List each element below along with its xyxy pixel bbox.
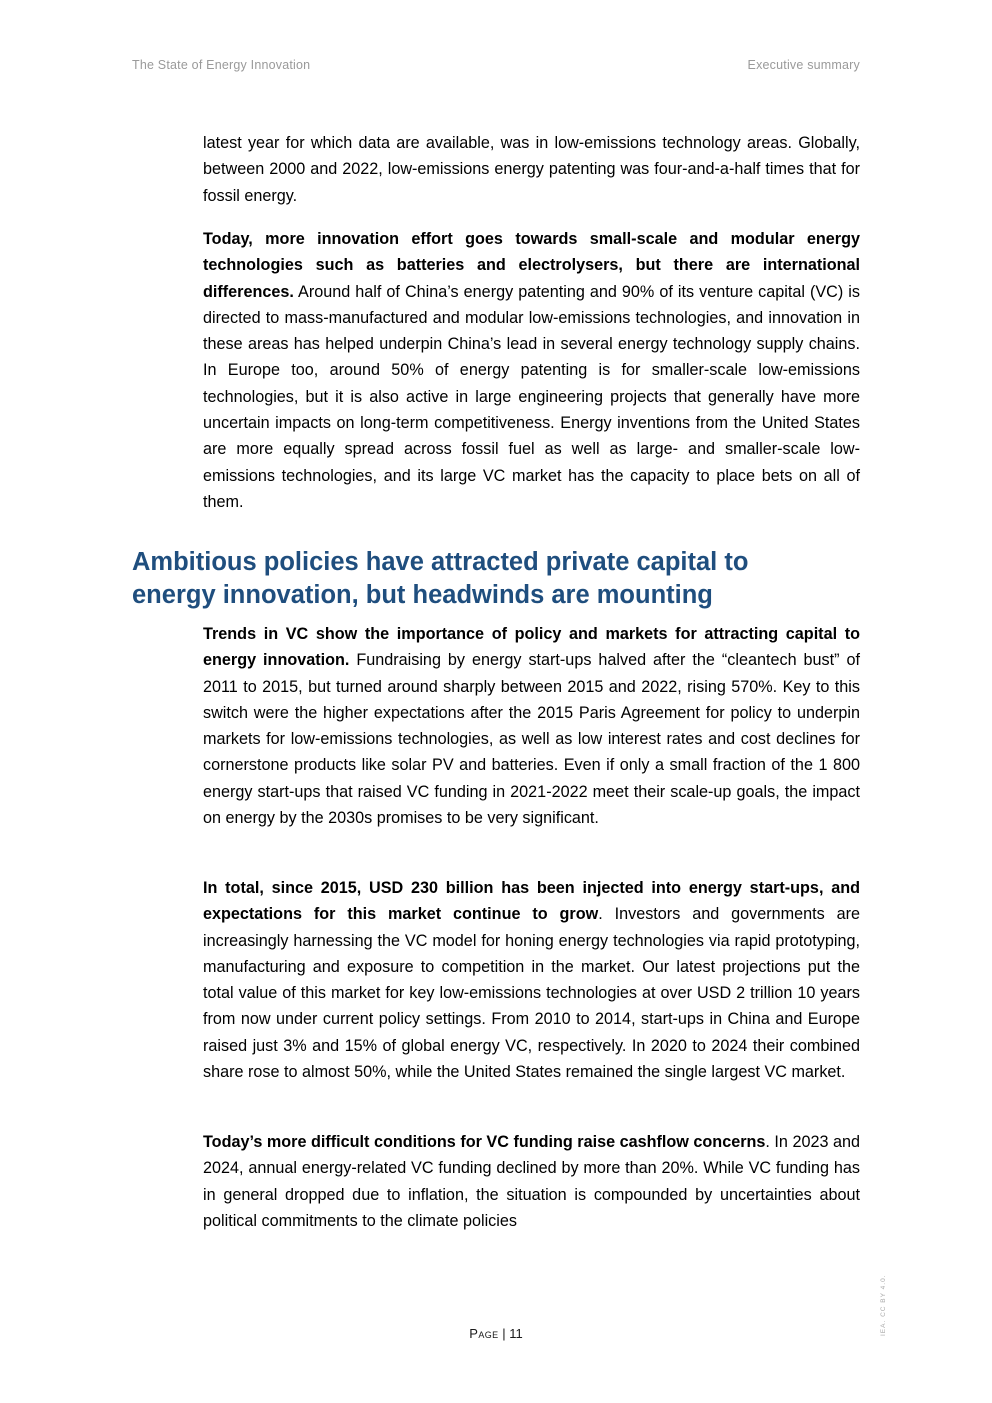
- license-notice: IEA. CC BY 4.0.: [880, 1274, 887, 1336]
- paragraph-lead: In total, since 2015, USD 230 billion has been injected into energy start-ups, and expectations for this market continue to grow: [203, 879, 860, 924]
- paragraph-vc-total: [203, 875, 860, 1085]
- section-heading-line-2: energy innovation, but headwinds are mounting: [132, 581, 713, 609]
- paragraph-lead: Today, more innovation effort goes towards small-scale and modular energy technologies such as batteries and electrolysers, but there are international differences.: [203, 230, 860, 301]
- page-number-value: 11: [509, 1326, 523, 1341]
- header-section-title: Executive summary: [747, 58, 860, 72]
- paragraph-cashflow-concerns: [203, 1129, 860, 1234]
- running-header: [132, 58, 860, 72]
- paragraph-body: [203, 621, 860, 831]
- section-heading-line-1: Ambitious policies have attracted private capital to: [132, 548, 749, 576]
- paragraph-vc-trends: [203, 621, 860, 831]
- page-separator: |: [502, 1326, 506, 1341]
- paragraph-body: [203, 875, 860, 1085]
- paragraph-patenting-share: [203, 130, 860, 209]
- paragraph-text: Fundraising by energy start-ups halved after the “cleantech bust” of 2011 to 2015, but turned around sharply between 2015 and 2022, rising 570%. Key to this switch were the higher expectations after the 2015 Paris Agreement for policy to underpin markets for low-emissions technologies, as well as low interest rates and cost declines for cornerstone products like solar PV and batteries. Even if only a small fraction of the 1 800 energy start-ups that raised VC funding in 2021-2022 meet their scale-up goals, the impact on energy by the 2030s promises to be very significant.: [203, 651, 860, 828]
- paragraph-body: [203, 1129, 860, 1234]
- paragraph-modular-technologies: [203, 226, 860, 515]
- page-number: [0, 1326, 992, 1341]
- header-document-title: The State of Energy Innovation: [132, 58, 311, 72]
- section-heading: [132, 546, 860, 612]
- paragraph-lead: Trends in VC show the importance of policy and markets for attracting capital to energy innovation.: [203, 625, 860, 670]
- paragraph-text: . Investors and governments are increasingly harnessing the VC model for honing energy technologies via rapid prototyping, manufacturing and exposure to competition in the market. Our latest projections put the total value of this market for key low-emissions technologies at over USD 2 trillion 10 years from now under current policy settings. From 2010 to 2014, start-ups in China and Europe raised just 3% and 15% of global energy VC, respectively. In 2020 to 2024 their combined share rose to almost 50%, while the United States remained the single largest VC market.: [203, 905, 860, 1082]
- paragraph-body: [203, 226, 860, 515]
- paragraph-text: Around half of China’s energy patenting and 90% of its venture capital (VC) is directed to mass-manufactured and modular low-emissions technologies, and innovation in these areas has helped underpin China’s lead in several energy technology supply chains. In Europe too, around 50% of energy patenting is for smaller-scale low-emissions technologies, but it is also active in large engineering projects that generally have more uncertain impacts on long-term competitiveness. Energy inventions from the United States are more equally spread across fossil fuel as well as large- and smaller-scale low-emissions technologies, and its large VC market has the capacity to place bets on all of them.: [203, 282, 860, 511]
- page-label: Page: [469, 1326, 499, 1341]
- paragraph-text: . In 2023 and 2024, annual energy-related VC funding declined by more than 20%. While VC funding has in general dropped due to inflation, the situation is compounded by uncertainties about political commitments to the climate policies: [203, 1133, 861, 1230]
- paragraph-text: latest year for which data are available, was in low-emissions technology areas. Globally, between 2000 and 2022, low-emissions energy patenting was four-and-a-half times that for fossil energy.: [203, 134, 860, 205]
- paragraph-lead: Today’s more difficult conditions for VC funding raise cashflow concerns: [203, 1133, 766, 1151]
